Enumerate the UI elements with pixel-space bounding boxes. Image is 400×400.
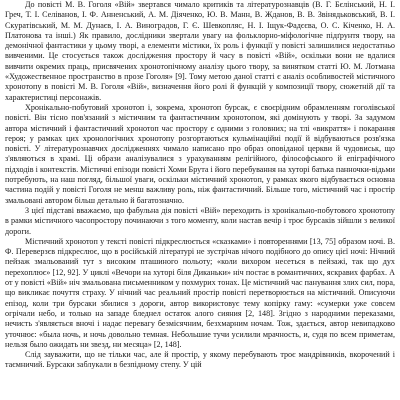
paragraph-5: Слід зауважити, що не тільки час, але й простір, у якому перебувають троє мандрівників, вкорочений і таємничий. Бурсаки заблукали в безпідному степу. У цій [5, 350, 395, 370]
paragraph-4: Містичний хронотоп у тексті повісті підкреслюється «сказками» і повтореннями [13, 75] образом ночі. В. Ф. Переверзєв підкреслює, що в російській літературі не зустрічав нічого подібного до опису цієї ночі: Нічний пейзаж змальований тут з високим пташиного польоту; «коли вихором несеться в пейзажі, так що дух перехоплює» [12, 92]. У циклі «Вечори на хуторі біля Диканьки» ніч постає в романтичних, яскравих фарбах. А от у повісті «Вій» ніч змальована письменником у похмурих тонах. Це містичний час панування злих сил, пора, що викликає почуття страху. У нічний час реальний простір повісті перетворюється на містичний. Описуючи епізод, коли три бурсаки збилися з дороги, автор використовує тему копірку гаму: «сумерки уже совсем огрічали небо, и только на западе бледнел остаток алого сияния [2, 148]. Згідно з народними переказами, нечисть з'являється вночі і надає перевагу безмісячним, безхмарним ночам. Тож, здається, автор невипадково уточнює: «была ночь, и ночь довольно темная. Небольшие тучи усилили мрачность, и, судя по всем приметам, нельзя было ожидать ни звезд, ни месяца» [2, 148]. [5, 236, 395, 349]
paragraph-1: До повісті М. В. Гоголя «Вій» звертався чимало критиків та літературознавців (В. Г. Бєлінський, Н. І. Греч, Т. І. Селіванов, І. Ф. Анненський, А. М. Діяченко, Ю. В. Манн, В. Жданов, В. В. Звінядьковський, В. І. Скуратівський, М. М. Дунаєв, І. А. Виноградов, Г. Є. Шевкопляс, Н. І. Іщук-Фадєєва, О. С. Кіченко, Н. А. Платонова та інші.) Як правило, дослідники звертали увагу на фольклорно-міфологічне підґрунтя твору, на демонічної фантастики у цьому творі, а елементи містики, їх роль і функції у повісті залишилися недостатньо вивченими. Це стосується також дослідження простору й часу в повісті «Вій», оскільки вони не вдалися вивчити окремих праць, присвячених хронотопічному аналізу цього твору, за винятком статті Ю. М. Лотмана «Художественное пространство в прозе Гоголя» [9]. Тому метою даної статті є аналіз особливостей містичного хронотопу в повісті М. В. Гоголя «Вій», визначення його ролі й функцій у композиції твору, сюжетній дії та характеристиці персонажів. [5, 0, 395, 102]
paragraph-2: Хронікально-побутовий хронотоп і, зокрема, хронотоп бурсак, є своєрідним обрамленням гоголівської повісті. Він тісно пов'язаний з містичним та фантастичним хронотопом, які домінують у творі. За задумом автора містичний і фантастичний хронотоп час простору є одними з головних; на тлі «викраття» і покарання героя; у рамках цих хронологічних хронотопу розгортаються кульмінаційні події й відбуваються розв'язка повісті. У літературознавчих дослідженнях чимало написано про образ оповіданої церкви й чудовиськ, що з'являються в храмі. Ці образи аналізувалися з урахуванням релігійного, філософського й епіграфічного підходів і контекстів. Містичні епізоди повісті Хоми Брута і його перебування на хуторі батька панночки-відьми потребують, на наш погляд, більшої уваги, оскільки містичний хронотоп, у рамках якого відбувається основна частина подій у повісті Гоголя не менш важливу роль, ніж фантастичний. Більше того, містичний час і простір змальовані автором більш детально й багатозначно. [5, 102, 395, 205]
paragraph-3: З цієї підставі вважаємо, що фабульна дія повісті «Вій» переходить із хронікально-побутового хронотопу в рамки містичного часопростору починаючи з того моменту, коли настав вечір і троє бурсаків зійшли з великої дороги. [5, 205, 395, 236]
article-text [5, 0, 395, 371]
